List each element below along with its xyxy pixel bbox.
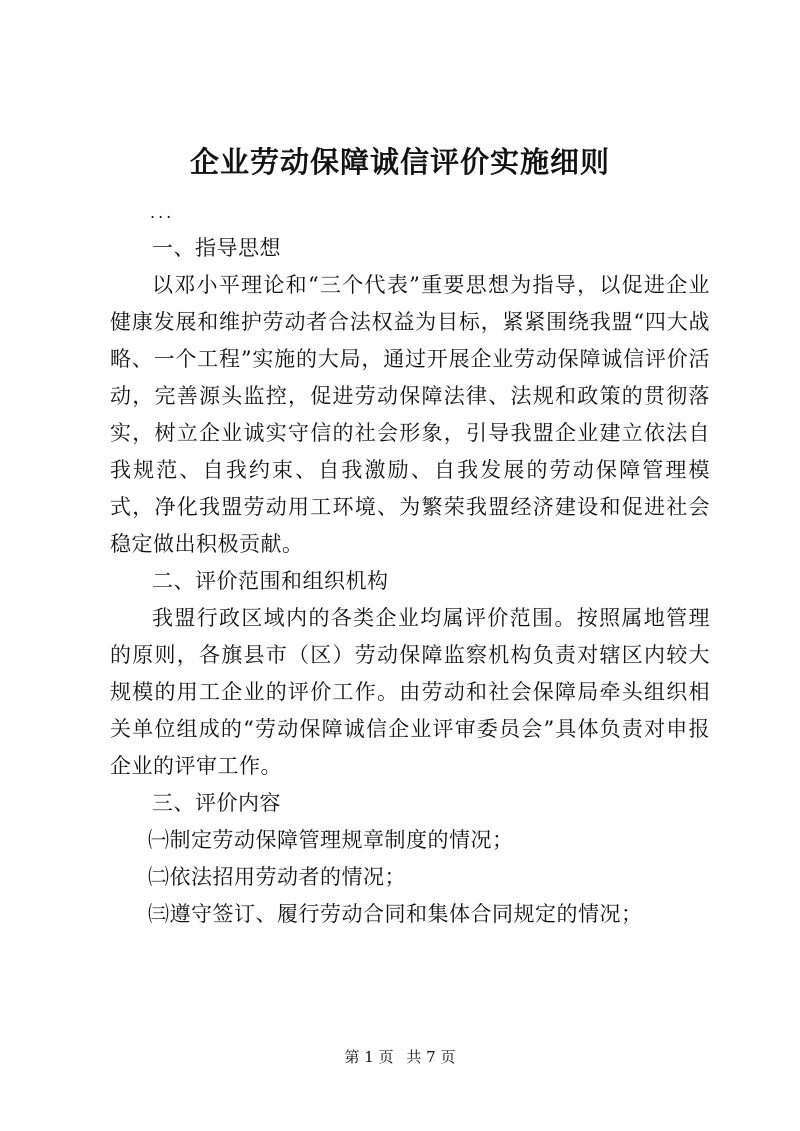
list-item: ㈠制定劳动保障管理规章制度的情况；	[148, 828, 514, 852]
ellipsis-marker: ...	[150, 203, 175, 222]
section-paragraph-1: 以邓小平理论和“三个代表”重要思想为指导，以促进企业健康发展和维护劳动者合法权益为目标，紧紧围绕我盟“四大战略、一个工程”实施的大局，通过开展企业劳动保障诚信评价活动，完善源头监控，促进劳动保障法律、法规和政策的贯彻落实，树立企业诚实守信的社会形象，引导我盟企业建立依法自我规范、自我约束、自我激励、自我发展的劳动保障管理模式，净化我盟劳动用工环境、为繁荣我盟经济建设和促进社会稳定做出积极贡献。	[110, 273, 710, 556]
list-item: ㈡依法招用劳动者的情况；	[148, 865, 406, 889]
page-number: 第 1 页	[344, 1048, 394, 1066]
page-total: 共 7 页	[406, 1048, 456, 1066]
section-heading-1: 一、指导思想	[152, 236, 281, 260]
list-item: ㈢遵守签订、履行劳动合同和集体合同规定的情况；	[148, 902, 643, 926]
document-title: 企业劳动保障诚信评价实施细则	[189, 145, 610, 179]
section-heading-2: 二、评价范围和组织机构	[152, 569, 389, 593]
section-paragraph-2: 我盟行政区域内的各类企业均属评价范围。按照属地管理的原则，各旗县市（区）劳动保障监察机构负责对辖区内较大规模的用工企业的评价工作。由劳动和社会保障局牵头组织相关单位组成的“劳动保障诚信企业评审委员会”具体负责对申报企业的评审工作。	[110, 606, 710, 778]
page-footer	[0, 1046, 800, 1067]
document-body	[110, 230, 710, 933]
section-heading-3: 三、评价内容	[152, 791, 281, 815]
